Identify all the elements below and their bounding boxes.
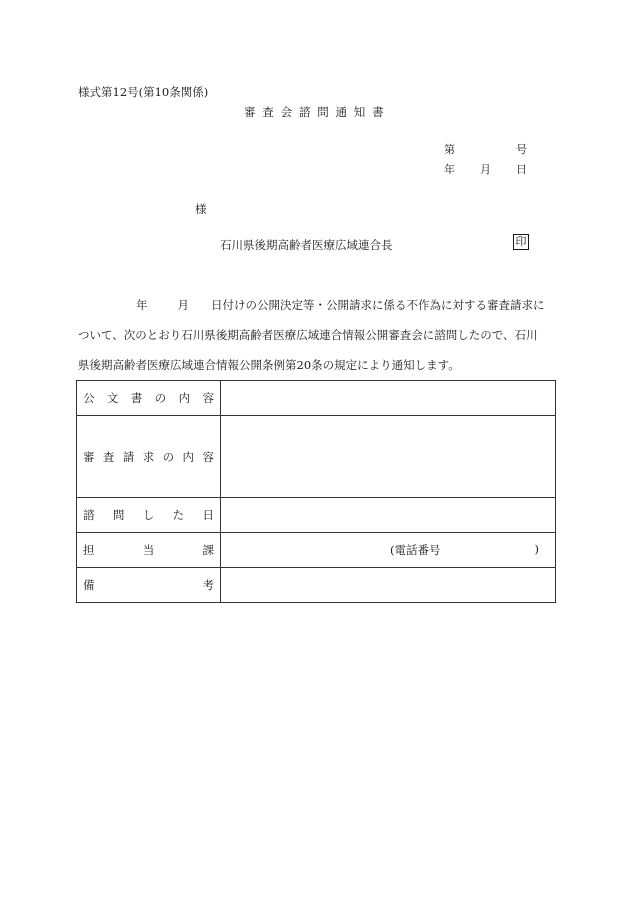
notice-body-line-1 xyxy=(78,290,556,320)
row-label-char: 容 xyxy=(202,449,214,464)
date-day-label: 日 xyxy=(516,163,527,176)
row-label-char: 求 xyxy=(142,449,155,464)
row-label-char: 審 xyxy=(83,449,95,464)
row-label-char: 請 xyxy=(122,449,135,464)
table-row-remarks xyxy=(77,568,556,603)
sender-name: 石川県後期高齢者医療広域連合長 xyxy=(220,238,393,252)
table-row-department xyxy=(77,533,556,568)
row-label-char: 課 xyxy=(202,543,214,557)
document-title: 審査会諮問通知書 xyxy=(244,105,391,119)
row-label-char: 担 xyxy=(83,543,95,557)
number-suffix: 号 xyxy=(516,143,527,156)
row-label-char: の xyxy=(162,449,175,464)
seal-mark: 印 xyxy=(513,234,529,250)
row-label-char: 容 xyxy=(202,391,214,405)
row-label-char: 書 xyxy=(130,391,143,405)
row-label-char: 考 xyxy=(202,578,214,592)
document-number-block xyxy=(444,141,534,181)
row-label-inquiry-date xyxy=(77,498,221,533)
row-label-char: 公 xyxy=(83,391,95,405)
row-label-char: 文 xyxy=(106,391,119,405)
row-label-char: 問 xyxy=(112,508,125,522)
row-value-department[interactable] xyxy=(221,533,556,568)
phone-number-field xyxy=(221,542,539,558)
row-label-char: 査 xyxy=(102,449,115,464)
number-prefix: 第 xyxy=(444,143,455,156)
row-value-inquiry-date[interactable] xyxy=(221,498,556,533)
body-line-1-text: 日付けの公開決定等・公開請求に係る不作為に対する審査請求に xyxy=(211,298,545,312)
addressee-honorific: 様 xyxy=(195,202,207,216)
table-row-inquiry-date xyxy=(77,498,556,533)
row-label-char: し xyxy=(142,508,155,522)
row-label-char: 備 xyxy=(83,578,95,592)
date-year-label: 年 xyxy=(444,163,455,176)
row-label-char: の xyxy=(154,391,167,405)
body-month-label: 月 xyxy=(177,298,189,312)
phone-number-close: ) xyxy=(534,542,539,556)
table-row-document-content xyxy=(77,381,556,416)
date-month-label: 月 xyxy=(480,163,491,176)
row-label-char: 内 xyxy=(178,391,191,405)
row-value-request-content[interactable] xyxy=(221,416,556,498)
row-label-char: た xyxy=(172,508,185,522)
row-label-char: 日 xyxy=(202,508,214,522)
form-number-label: 様式第12号(第10条関係) xyxy=(78,85,209,99)
row-value-document-content[interactable] xyxy=(221,381,556,416)
row-label-char: 当 xyxy=(142,543,155,557)
body-year-label: 年 xyxy=(136,298,148,312)
row-label-remarks xyxy=(77,568,221,603)
row-label-document-content xyxy=(77,381,221,416)
row-label-department xyxy=(77,533,221,568)
notice-body xyxy=(78,290,556,380)
row-label-char: 内 xyxy=(182,449,195,464)
row-label-request-content xyxy=(77,416,221,498)
table-row-request-content xyxy=(77,416,556,498)
row-value-remarks[interactable] xyxy=(221,568,556,603)
notice-body-line-2: ついて、次のとおり石川県後期高齢者医療広域連合情報公開審査会に諮問したので、石川 xyxy=(78,328,538,342)
notice-body-line-3: 県後期高齢者医療広域連合情報公開条例第20条の規定により通知します。 xyxy=(78,358,460,372)
notification-details-table xyxy=(76,380,556,603)
row-label-char: 諮 xyxy=(83,508,95,522)
phone-number-label: (電話番号 xyxy=(390,543,441,557)
